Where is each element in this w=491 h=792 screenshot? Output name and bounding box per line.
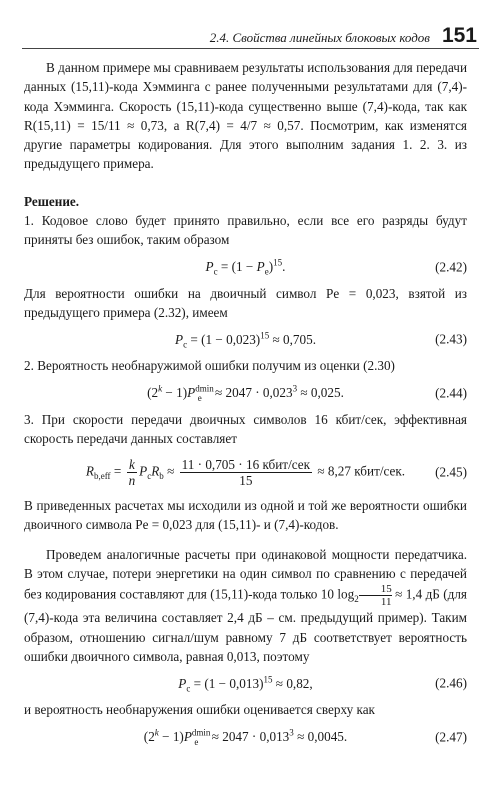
power-paragraph: Проведем аналогичные расчеты при одинаковой мощности передатчика. В этом случае, потери энергетики на один символ по сравнению с передачей без кодирования составляют для (15,11)-кода только 10 $\log_2$ $\frac{15}{11}$ ≈ 1,4 дБ (для (7,4)-кода эта величина составляет 2,4 дБ – см. предыдущий пример). Таким образом, отношению сигнал/шум равному 7 дБ соответствует вероятность ошибки двоичного символа, равная 0,013, поэтому	[24, 546, 467, 664]
equation-2-42: $P_c = (1 - P_e)^{15}$. (2.42)	[205, 257, 467, 277]
running-title: 2.4. Свойства линейных блоковых кодов	[209, 30, 430, 45]
equation-number: (2.46)	[435, 675, 467, 691]
running-header	[0, 22, 477, 46]
equation-2-43: $P_c = (1 - 0,023)^{15} \approx 0,705$. (2.43)	[175, 330, 467, 350]
note-paragraph: В приведенных расчетах мы исходили из одной и той же вероятности ошибки двоичного символа Pe = 0,023 для (15,11)- и (7,4)-кодов.	[24, 498, 467, 533]
intro-paragraph: В данном примере мы сравниваем результаты использования для передачи данных (15,11)-кода Хэмминга с ранее полученными результатами для (7,4)-кода Хэмминга. Скорость (15,11)-кода существенно выше (7,4)-кода, так как R(15,11) = 15/11 ≈ 0,73, а R(7,4) = 4/7 ≈ 0,57. Посмотрим, как изменятся другие параметры кодирования. Для этого выполним задания 1. 2. 3. из предыдущего примера.	[24, 60, 467, 172]
step3-text: 3. При скорости передачи двоичных символов 16 кбит/сек, эффективная скорость передачи данных составляет	[24, 411, 467, 446]
equation-number: (2.42)	[435, 259, 467, 275]
equation-number: (2.43)	[435, 331, 467, 347]
page-body	[24, 58, 467, 754]
step2-text: 2. Вероятность необнаружимой ошибки получим из оценки (2.30)	[24, 358, 395, 374]
equation-number: (2.45)	[435, 464, 467, 480]
step1b-text: Для вероятности ошибки на двоичный символ Pe = 0,023, взятой из предыдущего примера (2.32), имеем	[24, 285, 467, 320]
step1-text: 1. Кодовое слово будет принято правильно, если все его разряды будут приняты без ошибок, таким образом	[24, 213, 467, 248]
page-number: 151	[441, 24, 477, 47]
header-rule	[22, 48, 479, 49]
equation-2-47: $(2^k - 1)P^{dmin}_e \approx 2047 \cdot 0,013^3 \approx 0,0045$. (2.47)	[143, 727, 467, 747]
equation-2-44: $(2^k - 1)P^{dmin}_e \approx 2047 \cdot 0,023^3 \approx 0,025$. (2.44)	[147, 383, 467, 403]
equation-2-45: $R_{b,eff}$ = $\frac{k}{n}$ $P_cR_b$ ≈ $\frac{\text{11 · 0,705 · 16 кбит/сек}}{15}$ ≈ 8,27 кбит/сек. (2.45)	[85, 456, 467, 488]
solution-heading: Решение.	[24, 193, 80, 209]
final-text: и вероятность необнаружения ошибки оценивается сверху как	[24, 702, 375, 718]
equation-2-46: $P_c = (1 - 0,013)^{15} \approx 0,82$, (2.46)	[178, 674, 467, 694]
equation-number: (2.47)	[435, 728, 467, 744]
equation-number: (2.44)	[435, 384, 467, 400]
